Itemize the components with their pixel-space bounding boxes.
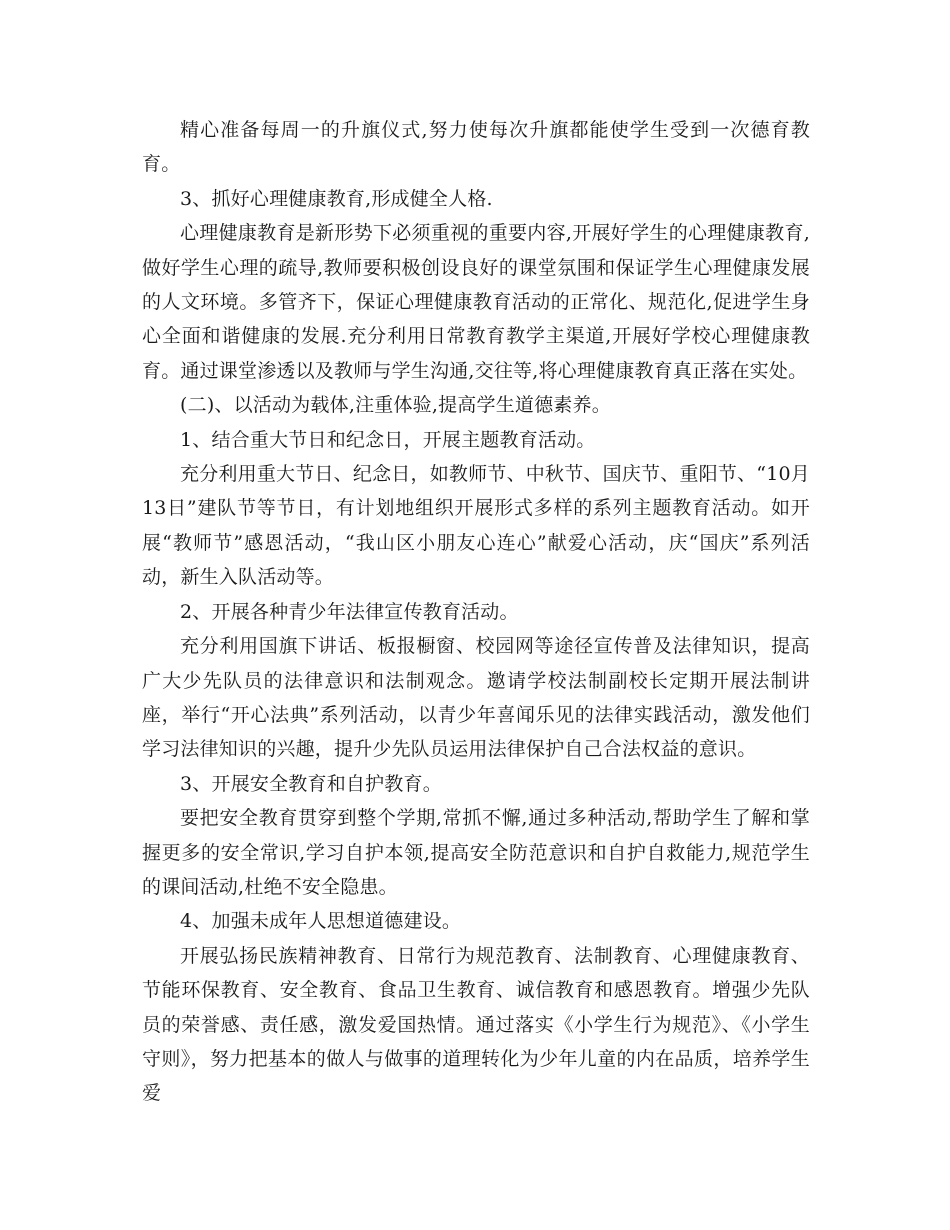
heading-mental-health: 3、抓好心理健康教育,形成健全人格. [180,187,493,210]
heading-moral-construction: 4、加强未成年人思想道德建设。 [180,910,462,933]
paragraph-safety: 要把安全教育贯穿到整个学期,常抓不懈,通过多种活动,帮助学生了解和掌握更多的安全常识,学习自护本领,提高安全防范意识和自护自救能力,规范学生的课间活动,杜绝不安全隐患。 [142,807,810,898]
paragraph-law-education: 充分利用国旗下讲话、板报橱窗、校园网等途径宣传普及法律知识，提高广大少先队员的法律意识和法制观念。邀请学校法制副校长定期开展法制讲座，举行“开心法典”系列活动，以青少年喜闻乐见的法律实践活动，激发他们学习法律知识的兴趣，提升少先队员运用法律保护自己合法权益的意识。 [142,635,810,761]
heading-safety: 3、开展安全教育和自护教育。 [180,772,442,795]
heading-law-education: 2、开展各种青少年法律宣传教育活动。 [180,600,519,623]
heading-festivals: 1、结合重大节日和纪念日，开展主题教育活动。 [180,428,596,451]
document-body [142,113,810,1111]
paragraph-festivals: 充分利用重大节日、纪念日，如教师节、中秋节、国庆节、重阳节、“10月13日”建队节等节日，有计划地组织开展形式多样的系列主题教育活动。如开展“教师节”感恩活动，“我山区小朋友心连心”献爱心活动，庆“国庆”系列活动，新生入队活动等。 [142,463,810,589]
paragraph-mental-health: 心理健康教育是新形势下必须重视的重要内容,开展好学生的心理健康教育,做好学生心理的疏导,教师要积极创设良好的课堂氛围和保证学生心理健康发展的人文环境。多管齐下，保证心理健康教育活动的正常化、规范化,促进学生身心全面和谐健康的发展.充分利用日常教育教学主渠道,开展好学校心理健康教育。通过课堂渗透以及教师与学生沟通,交往等,将心理健康教育真正落在实处。 [142,222,810,382]
paragraph-flag-ceremony: 精心准备每周一的升旗仪式,努力使每次升旗都能使学生受到一次德育教育。 [142,119,810,176]
paragraph-moral-construction: 开展弘扬民族精神教育、日常行为规范教育、法制教育、心理健康教育、节能环保教育、安全教育、食品卫生教育、诚信教育和感恩教育。增强少先队员的荣誉感、责任感，激发爱国热情。通过落实《小学生行为规范》、《小学生守则》，努力把基本的做人与做事的道理转化为少年儿童的内在品质，培养学生爱 [142,944,810,1105]
heading-activities: (二)、以活动为载体,注重体验,提高学生道德素养。 [180,394,611,417]
